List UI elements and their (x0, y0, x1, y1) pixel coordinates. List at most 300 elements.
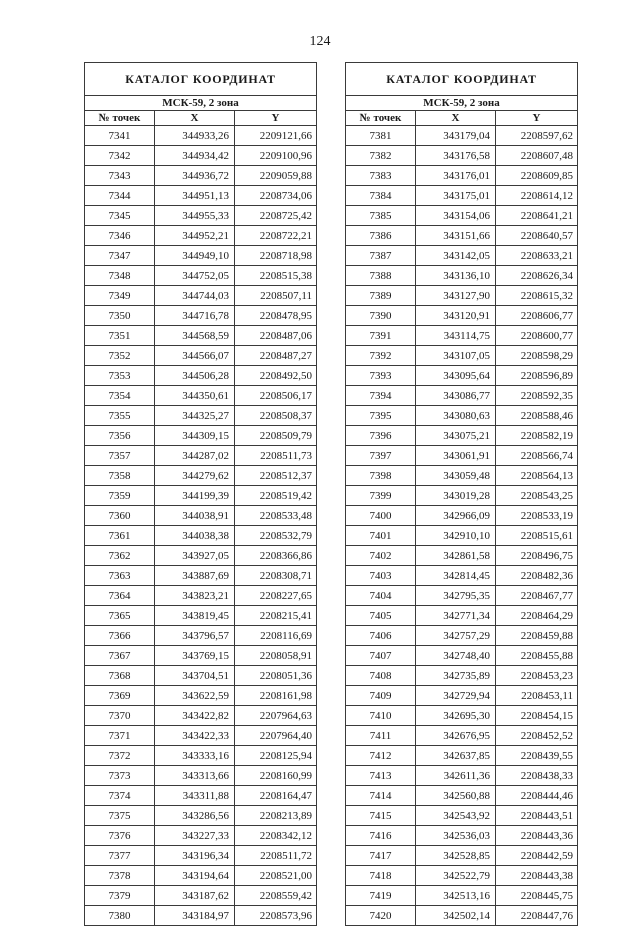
y-coordinate-cell: 2208734,06 (235, 186, 317, 206)
table-row (85, 206, 317, 226)
table-row (346, 646, 578, 666)
table-row (85, 386, 317, 406)
point-number-cell: 7380 (85, 906, 155, 926)
table-row (346, 686, 578, 706)
y-coordinate-cell: 2208515,38 (235, 266, 317, 286)
point-number-cell: 7391 (346, 326, 416, 346)
y-coordinate-cell: 2208452,52 (496, 726, 578, 746)
x-coordinate-cell: 343086,77 (416, 386, 496, 406)
x-coordinate-cell: 342502,14 (416, 906, 496, 926)
point-number-cell: 7359 (85, 486, 155, 506)
y-coordinate-cell: 2208596,89 (496, 366, 578, 386)
x-coordinate-cell: 343769,15 (155, 646, 235, 666)
x-coordinate-cell: 344952,21 (155, 226, 235, 246)
point-number-cell: 7385 (346, 206, 416, 226)
y-coordinate-cell: 2208459,88 (496, 626, 578, 646)
y-coordinate-cell: 2208464,29 (496, 606, 578, 626)
point-number-cell: 7418 (346, 866, 416, 886)
point-number-cell: 7407 (346, 646, 416, 666)
y-coordinate-cell: 2208615,32 (496, 286, 578, 306)
y-coordinate-cell: 2208227,65 (235, 586, 317, 606)
point-number-cell: 7386 (346, 226, 416, 246)
table-row (346, 706, 578, 726)
y-coordinate-cell: 2208439,55 (496, 746, 578, 766)
x-coordinate-cell: 343127,90 (416, 286, 496, 306)
point-number-cell: 7346 (85, 226, 155, 246)
table-row (346, 666, 578, 686)
y-coordinate-cell: 2208606,77 (496, 306, 578, 326)
table-row (346, 146, 578, 166)
right-header-x: X (416, 111, 496, 126)
point-number-cell: 7371 (85, 726, 155, 746)
right-table-zone: МСК-59, 2 зона (346, 96, 578, 111)
x-coordinate-cell: 344936,72 (155, 166, 235, 186)
table-row (85, 546, 317, 566)
page-number: 124 (309, 34, 331, 49)
x-coordinate-cell: 344506,28 (155, 366, 235, 386)
x-coordinate-cell: 343059,48 (416, 466, 496, 486)
x-coordinate-cell: 343194,64 (155, 866, 235, 886)
point-number-cell: 7397 (346, 446, 416, 466)
x-coordinate-cell: 343704,51 (155, 666, 235, 686)
x-coordinate-cell: 343823,21 (155, 586, 235, 606)
point-number-cell: 7401 (346, 526, 416, 546)
x-coordinate-cell: 343227,33 (155, 826, 235, 846)
y-coordinate-cell: 2208598,29 (496, 346, 578, 366)
table-row (346, 606, 578, 626)
table-row (346, 586, 578, 606)
point-number-cell: 7366 (85, 626, 155, 646)
y-coordinate-cell: 2208342,12 (235, 826, 317, 846)
point-number-cell: 7376 (85, 826, 155, 846)
x-coordinate-cell: 344199,39 (155, 486, 235, 506)
y-coordinate-cell: 2208582,19 (496, 426, 578, 446)
y-coordinate-cell: 2208467,77 (496, 586, 578, 606)
left-table-zone: МСК-59, 2 зона (85, 96, 317, 111)
point-number-cell: 7413 (346, 766, 416, 786)
y-coordinate-cell: 2208444,46 (496, 786, 578, 806)
y-coordinate-cell: 2208626,34 (496, 266, 578, 286)
point-number-cell: 7403 (346, 566, 416, 586)
x-coordinate-cell: 343196,34 (155, 846, 235, 866)
table-row (85, 426, 317, 446)
table-row (346, 846, 578, 866)
table-row (85, 366, 317, 386)
table-row (85, 866, 317, 886)
table-row (85, 406, 317, 426)
right-header-y: Y (496, 111, 578, 126)
point-number-cell: 7373 (85, 766, 155, 786)
y-coordinate-cell: 2208521,00 (235, 866, 317, 886)
x-coordinate-cell: 343179,04 (416, 126, 496, 146)
y-coordinate-cell: 2208609,85 (496, 166, 578, 186)
x-coordinate-cell: 343927,05 (155, 546, 235, 566)
x-coordinate-cell: 342543,92 (416, 806, 496, 826)
y-coordinate-cell: 2208564,13 (496, 466, 578, 486)
y-coordinate-cell: 2208443,36 (496, 826, 578, 846)
table-row (85, 446, 317, 466)
table-row (85, 226, 317, 246)
table-row (346, 866, 578, 886)
table-row (346, 746, 578, 766)
table-row (85, 286, 317, 306)
x-coordinate-cell: 342611,36 (416, 766, 496, 786)
x-coordinate-cell: 343120,91 (416, 306, 496, 326)
point-number-cell: 7417 (346, 846, 416, 866)
x-coordinate-cell: 343061,91 (416, 446, 496, 466)
table-row (85, 766, 317, 786)
point-number-cell: 7341 (85, 126, 155, 146)
table-row (85, 506, 317, 526)
table-row (346, 526, 578, 546)
point-number-cell: 7404 (346, 586, 416, 606)
point-number-cell: 7400 (346, 506, 416, 526)
table-row (85, 806, 317, 826)
point-number-cell: 7353 (85, 366, 155, 386)
table-row (85, 126, 317, 146)
y-coordinate-cell: 2208308,71 (235, 566, 317, 586)
table-row (346, 166, 578, 186)
y-coordinate-cell: 2208507,11 (235, 286, 317, 306)
y-coordinate-cell: 2208455,88 (496, 646, 578, 666)
x-coordinate-cell: 344716,78 (155, 306, 235, 326)
y-coordinate-cell: 2208614,12 (496, 186, 578, 206)
y-coordinate-cell: 2208509,79 (235, 426, 317, 446)
y-coordinate-cell: 2208607,48 (496, 146, 578, 166)
point-number-cell: 7409 (346, 686, 416, 706)
table-row (85, 906, 317, 926)
point-number-cell: 7342 (85, 146, 155, 166)
y-coordinate-cell: 2208482,36 (496, 566, 578, 586)
point-number-cell: 7375 (85, 806, 155, 826)
table-row (346, 726, 578, 746)
point-number-cell: 7410 (346, 706, 416, 726)
y-coordinate-cell: 2208161,98 (235, 686, 317, 706)
y-coordinate-cell: 2208506,17 (235, 386, 317, 406)
left-coordinate-table (84, 62, 317, 926)
table-row (85, 486, 317, 506)
y-coordinate-cell: 2209059,88 (235, 166, 317, 186)
point-number-cell: 7367 (85, 646, 155, 666)
point-number-cell: 7378 (85, 866, 155, 886)
left-table-title: КАТАЛОГ КООРДИНАТ (85, 63, 317, 96)
x-coordinate-cell: 344279,62 (155, 466, 235, 486)
x-coordinate-cell: 342757,29 (416, 626, 496, 646)
y-coordinate-cell: 2208512,37 (235, 466, 317, 486)
table-row (346, 446, 578, 466)
y-coordinate-cell: 2208511,72 (235, 846, 317, 866)
table-row (346, 886, 578, 906)
table-row (85, 586, 317, 606)
y-coordinate-cell: 2208588,46 (496, 406, 578, 426)
table-row (346, 546, 578, 566)
table-row (85, 146, 317, 166)
y-coordinate-cell: 2208641,21 (496, 206, 578, 226)
table-row (346, 626, 578, 646)
x-coordinate-cell: 343819,45 (155, 606, 235, 626)
point-number-cell: 7412 (346, 746, 416, 766)
point-number-cell: 7352 (85, 346, 155, 366)
point-number-cell: 7362 (85, 546, 155, 566)
x-coordinate-cell: 343114,75 (416, 326, 496, 346)
point-number-cell: 7382 (346, 146, 416, 166)
y-coordinate-cell: 2208640,57 (496, 226, 578, 246)
point-number-cell: 7396 (346, 426, 416, 446)
y-coordinate-cell: 2208533,19 (496, 506, 578, 526)
table-row (346, 466, 578, 486)
point-number-cell: 7394 (346, 386, 416, 406)
y-coordinate-cell: 2208453,11 (496, 686, 578, 706)
point-number-cell: 7364 (85, 586, 155, 606)
y-coordinate-cell: 2208725,42 (235, 206, 317, 226)
x-coordinate-cell: 344038,91 (155, 506, 235, 526)
y-coordinate-cell: 2208515,61 (496, 526, 578, 546)
point-number-cell: 7415 (346, 806, 416, 826)
table-row (85, 726, 317, 746)
point-number-cell: 7392 (346, 346, 416, 366)
point-number-cell: 7399 (346, 486, 416, 506)
x-coordinate-cell: 344934,42 (155, 146, 235, 166)
y-coordinate-cell: 2208453,23 (496, 666, 578, 686)
y-coordinate-cell: 2208454,15 (496, 706, 578, 726)
x-coordinate-cell: 343176,58 (416, 146, 496, 166)
x-coordinate-cell: 342513,16 (416, 886, 496, 906)
y-coordinate-cell: 2208718,98 (235, 246, 317, 266)
x-coordinate-cell: 344350,61 (155, 386, 235, 406)
y-coordinate-cell: 2208592,35 (496, 386, 578, 406)
y-coordinate-cell: 2208543,25 (496, 486, 578, 506)
point-number-cell: 7405 (346, 606, 416, 626)
x-coordinate-cell: 342522,79 (416, 866, 496, 886)
x-coordinate-cell: 342966,09 (416, 506, 496, 526)
y-coordinate-cell: 2207964,63 (235, 706, 317, 726)
x-coordinate-cell: 342695,30 (416, 706, 496, 726)
point-number-cell: 7416 (346, 826, 416, 846)
x-coordinate-cell: 344309,15 (155, 426, 235, 446)
x-coordinate-cell: 343175,01 (416, 186, 496, 206)
table-row (85, 686, 317, 706)
point-number-cell: 7360 (85, 506, 155, 526)
point-number-cell: 7361 (85, 526, 155, 546)
table-row (85, 846, 317, 866)
left-header-x: X (155, 111, 235, 126)
table-row (346, 386, 578, 406)
table-row (346, 206, 578, 226)
y-coordinate-cell: 2208508,37 (235, 406, 317, 426)
table-row (346, 786, 578, 806)
y-coordinate-cell: 2208442,59 (496, 846, 578, 866)
x-coordinate-cell: 342528,85 (416, 846, 496, 866)
point-number-cell: 7347 (85, 246, 155, 266)
point-number-cell: 7411 (346, 726, 416, 746)
table-row (346, 566, 578, 586)
point-number-cell: 7363 (85, 566, 155, 586)
x-coordinate-cell: 343311,88 (155, 786, 235, 806)
x-coordinate-cell: 342676,95 (416, 726, 496, 746)
point-number-cell: 7414 (346, 786, 416, 806)
x-coordinate-cell: 342735,89 (416, 666, 496, 686)
point-number-cell: 7348 (85, 266, 155, 286)
table-row (346, 286, 578, 306)
point-number-cell: 7357 (85, 446, 155, 466)
y-coordinate-cell: 2208447,76 (496, 906, 578, 926)
table-row (85, 666, 317, 686)
y-coordinate-cell: 2208519,42 (235, 486, 317, 506)
table-row (85, 166, 317, 186)
table-row (346, 306, 578, 326)
table-row (346, 766, 578, 786)
y-coordinate-cell: 2208532,79 (235, 526, 317, 546)
point-number-cell: 7393 (346, 366, 416, 386)
y-coordinate-cell: 2208722,21 (235, 226, 317, 246)
x-coordinate-cell: 344566,07 (155, 346, 235, 366)
x-coordinate-cell: 343887,69 (155, 566, 235, 586)
point-number-cell: 7384 (346, 186, 416, 206)
left-header-y: Y (235, 111, 317, 126)
y-coordinate-cell: 2208443,38 (496, 866, 578, 886)
y-coordinate-cell: 2208573,96 (235, 906, 317, 926)
x-coordinate-cell: 343136,10 (416, 266, 496, 286)
x-coordinate-cell: 342795,35 (416, 586, 496, 606)
x-coordinate-cell: 342814,45 (416, 566, 496, 586)
table-row (346, 406, 578, 426)
point-number-cell: 7419 (346, 886, 416, 906)
table-row (85, 346, 317, 366)
table-row (346, 426, 578, 446)
point-number-cell: 7351 (85, 326, 155, 346)
y-coordinate-cell: 2207964,40 (235, 726, 317, 746)
table-row (346, 126, 578, 146)
table-row (85, 746, 317, 766)
x-coordinate-cell: 344949,10 (155, 246, 235, 266)
x-coordinate-cell: 342536,03 (416, 826, 496, 846)
table-row (346, 486, 578, 506)
table-row (85, 246, 317, 266)
x-coordinate-cell: 343796,57 (155, 626, 235, 646)
y-coordinate-cell: 2208533,48 (235, 506, 317, 526)
y-coordinate-cell: 2209100,96 (235, 146, 317, 166)
y-coordinate-cell: 2208215,41 (235, 606, 317, 626)
point-number-cell: 7343 (85, 166, 155, 186)
table-row (85, 606, 317, 626)
point-number-cell: 7354 (85, 386, 155, 406)
y-coordinate-cell: 2208496,75 (496, 546, 578, 566)
x-coordinate-cell: 343019,28 (416, 486, 496, 506)
right-table-title: КАТАЛОГ КООРДИНАТ (346, 63, 578, 96)
x-coordinate-cell: 342861,58 (416, 546, 496, 566)
table-row (346, 186, 578, 206)
x-coordinate-cell: 343142,05 (416, 246, 496, 266)
y-coordinate-cell: 2208633,21 (496, 246, 578, 266)
table-row (346, 806, 578, 826)
table-row (346, 506, 578, 526)
x-coordinate-cell: 343313,66 (155, 766, 235, 786)
table-row (85, 186, 317, 206)
x-coordinate-cell: 343154,06 (416, 206, 496, 226)
x-coordinate-cell: 343095,64 (416, 366, 496, 386)
table-row (85, 526, 317, 546)
x-coordinate-cell: 342910,10 (416, 526, 496, 546)
x-coordinate-cell: 343187,62 (155, 886, 235, 906)
x-coordinate-cell: 343422,33 (155, 726, 235, 746)
table-row (346, 906, 578, 926)
x-coordinate-cell: 343176,01 (416, 166, 496, 186)
x-coordinate-cell: 344744,03 (155, 286, 235, 306)
y-coordinate-cell: 2208438,33 (496, 766, 578, 786)
y-coordinate-cell: 2208058,91 (235, 646, 317, 666)
y-coordinate-cell: 2208559,42 (235, 886, 317, 906)
y-coordinate-cell: 2208511,73 (235, 446, 317, 466)
y-coordinate-cell: 2208600,77 (496, 326, 578, 346)
point-number-cell: 7365 (85, 606, 155, 626)
point-number-cell: 7383 (346, 166, 416, 186)
table-row (346, 246, 578, 266)
table-row (85, 786, 317, 806)
x-coordinate-cell: 343151,66 (416, 226, 496, 246)
table-row (346, 346, 578, 366)
point-number-cell: 7355 (85, 406, 155, 426)
x-coordinate-cell: 343107,05 (416, 346, 496, 366)
y-coordinate-cell: 2208125,94 (235, 746, 317, 766)
x-coordinate-cell: 343333,16 (155, 746, 235, 766)
table-row (85, 646, 317, 666)
point-number-cell: 7379 (85, 886, 155, 906)
point-number-cell: 7349 (85, 286, 155, 306)
x-coordinate-cell: 344951,13 (155, 186, 235, 206)
point-number-cell: 7408 (346, 666, 416, 686)
x-coordinate-cell: 344325,27 (155, 406, 235, 426)
table-row (346, 266, 578, 286)
point-number-cell: 7398 (346, 466, 416, 486)
point-number-cell: 7402 (346, 546, 416, 566)
table-row (85, 466, 317, 486)
x-coordinate-cell: 344287,02 (155, 446, 235, 466)
point-number-cell: 7350 (85, 306, 155, 326)
point-number-cell: 7374 (85, 786, 155, 806)
x-coordinate-cell: 343622,59 (155, 686, 235, 706)
point-number-cell: 7345 (85, 206, 155, 226)
point-number-cell: 7420 (346, 906, 416, 926)
point-number-cell: 7370 (85, 706, 155, 726)
x-coordinate-cell: 343422,82 (155, 706, 235, 726)
y-coordinate-cell: 2208487,06 (235, 326, 317, 346)
x-coordinate-cell: 342560,88 (416, 786, 496, 806)
x-coordinate-cell: 343286,56 (155, 806, 235, 826)
x-coordinate-cell: 344752,05 (155, 266, 235, 286)
x-coordinate-cell: 342637,85 (416, 746, 496, 766)
point-number-cell: 7389 (346, 286, 416, 306)
table-row (346, 826, 578, 846)
x-coordinate-cell: 344933,26 (155, 126, 235, 146)
point-number-cell: 7368 (85, 666, 155, 686)
y-coordinate-cell: 2208160,99 (235, 766, 317, 786)
table-row (85, 626, 317, 646)
x-coordinate-cell: 342748,40 (416, 646, 496, 666)
y-coordinate-cell: 2208445,75 (496, 886, 578, 906)
x-coordinate-cell: 344955,33 (155, 206, 235, 226)
right-header-point: № точек (346, 111, 416, 126)
point-number-cell: 7372 (85, 746, 155, 766)
y-coordinate-cell: 2208487,27 (235, 346, 317, 366)
y-coordinate-cell: 2208213,89 (235, 806, 317, 826)
y-coordinate-cell: 2208164,47 (235, 786, 317, 806)
y-coordinate-cell: 2208366,86 (235, 546, 317, 566)
y-coordinate-cell: 2208116,69 (235, 626, 317, 646)
table-row (85, 306, 317, 326)
point-number-cell: 7369 (85, 686, 155, 706)
y-coordinate-cell: 2208492,50 (235, 366, 317, 386)
table-row (85, 886, 317, 906)
